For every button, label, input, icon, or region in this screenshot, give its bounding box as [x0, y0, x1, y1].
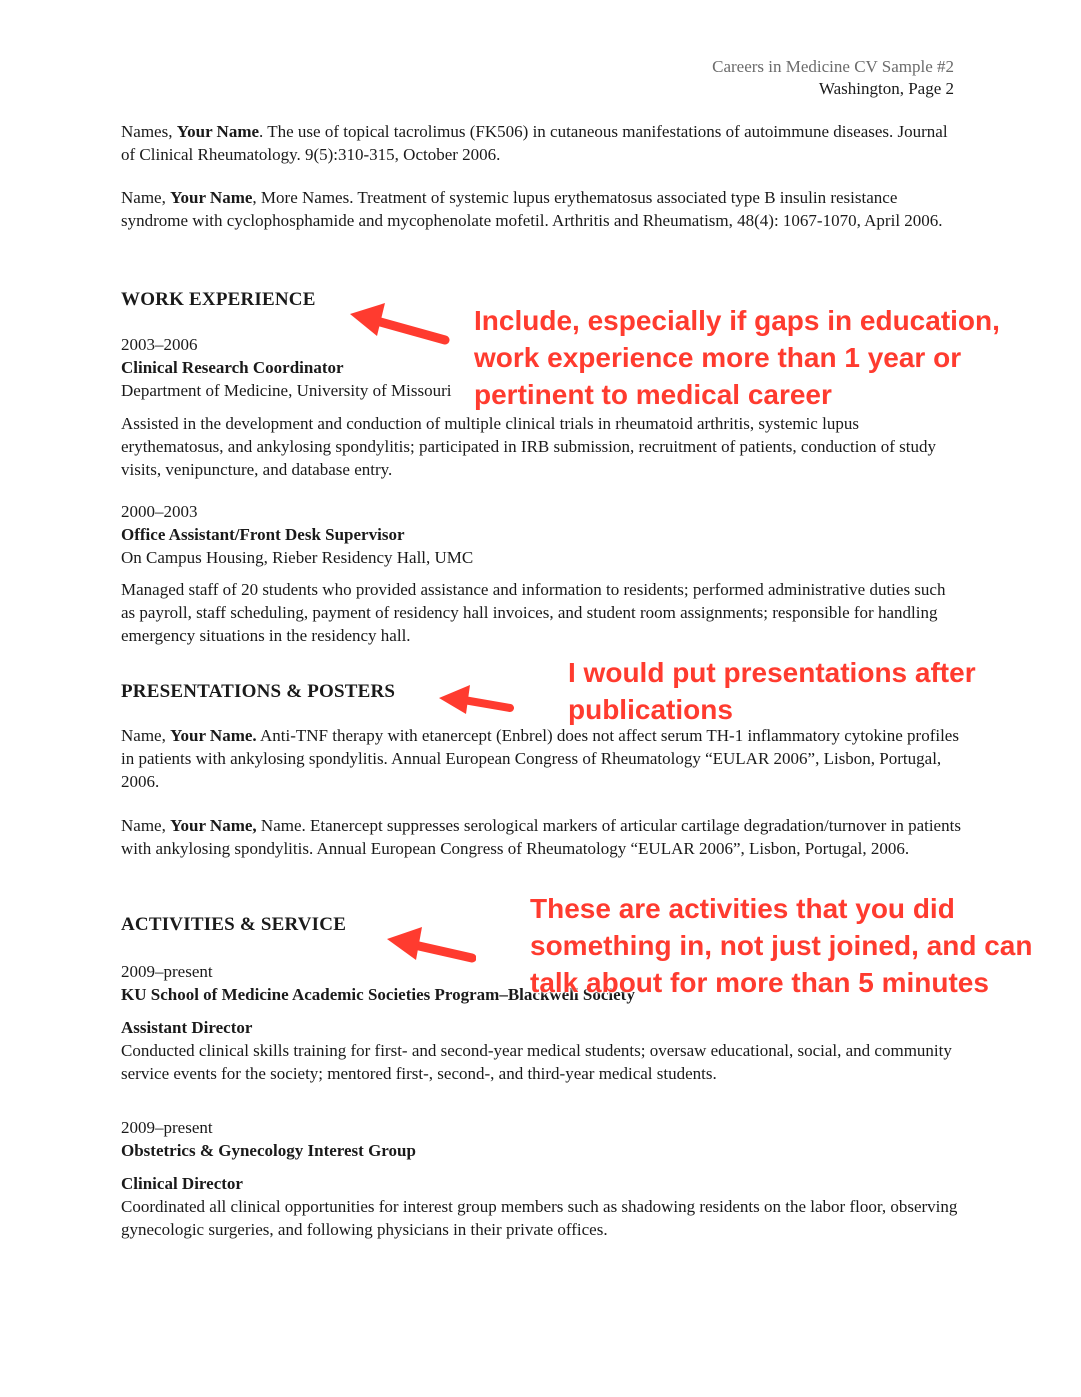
annotation-activities: These are activities that you did something in, not just joined, and can talk about for more than 5 minutes: [530, 893, 1033, 998]
activity-years: 2009–present: [121, 962, 213, 981]
page-header: [712, 56, 954, 100]
pub-citation: . The use of topical tacrolimus (FK506) in cutaneous manifestations of autoimmune diseases. Journal of Clinical Rheumatology. 9(5):310-315, October 2006.: [121, 122, 948, 164]
pres-citation: Anti-TNF therapy with etanercept (Enbrel) does not affect serum TH-1 inflammatory cytokine profiles in patients with ankylosing spondylitis. Annual European Congress of Rheumatology “EULAR 2006”, Lisbon, Portugal, 2006.: [121, 726, 959, 791]
section-heading-work: WORK EXPERIENCE: [121, 289, 316, 310]
presentation-entry: [121, 724, 961, 793]
pub-citation: , More Names. Treatment of systemic lupus erythematosus associated type B insulin resistance syndrome with cyclophosphamide and mycophenolate mofetil. Arthritis and Rheumatism, 48(4): 1067-1070, April 2006.: [121, 188, 943, 230]
activity-org: KU School of Medicine Academic Societies Program–Blackwell Society: [121, 985, 635, 1004]
job-years: 2003–2006: [121, 335, 198, 354]
job-org: On Campus Housing, Rieber Residency Hall, UMC: [121, 548, 474, 567]
activity-org: Obstetrics & Gynecology Interest Group: [121, 1141, 416, 1160]
section-heading-presentations: PRESENTATIONS & POSTERS: [121, 681, 396, 702]
arrow-icon: [384, 924, 476, 970]
header-title: Careers in Medicine CV Sample #2: [712, 57, 954, 76]
job-description: Managed staff of 20 students who provided assistance and information to residents; performed administrative duties such as payroll, staff scheduling, payment of residency hall invoices, and student room assignments; responsible for handling emergency situations in the residency hall.: [121, 580, 946, 645]
annotation-work: Include, especially if gaps in education, work experience more than 1 year or pertinent to medical career: [474, 305, 1000, 410]
pres-your-name: Your Name,: [170, 816, 257, 835]
arrow-icon: [345, 300, 450, 350]
arrow-icon: [436, 682, 516, 722]
publication-entry: [121, 186, 961, 232]
pub-your-name: Your Name: [176, 122, 260, 141]
activity-description: Conducted clinical skills training for first- and second-year medical students; oversaw educational, social, and community service events for the society; mentored first-, second-, and third-year medical students.: [121, 1041, 952, 1083]
pub-authors: Name,: [121, 188, 171, 207]
pres-authors: Name,: [121, 726, 171, 745]
pub-authors: Names,: [121, 122, 177, 141]
pres-authors: Name,: [121, 816, 171, 835]
job-org: Department of Medicine, University of Missouri: [121, 381, 452, 400]
activity-entry: [121, 1116, 961, 1241]
annotation-presentations: I would put presentations after publications: [568, 657, 976, 725]
presentation-entry: [121, 814, 961, 860]
job-description: Assisted in the development and conduction of multiple clinical trials in rheumatoid arthritis, systemic lupus erythematosus, and ankylosing spondylitis; participated in IRB submission, recruitment of patients, conduction of study visits, venipuncture, and database entry.: [121, 414, 936, 479]
header-page: Washington, Page 2: [818, 79, 954, 98]
pres-citation: Name. Etanercept suppresses serological markers of articular cartilage degradation/turnover in patients with ankylosing spondylitis. Annual European Congress of Rheumatology “EULAR 2006”, Lisbon, Portugal, 2006.: [121, 816, 961, 858]
activity-description: Coordinated all clinical opportunities for interest group members such as shadowing residents on the labor floor, observing gynecologic surgeries, and following physicians in their private offices.: [121, 1197, 958, 1239]
activity-role: Clinical Director: [121, 1174, 243, 1193]
job-entry: [121, 500, 961, 569]
job-title: Clinical Research Coordinator: [121, 358, 344, 377]
job-title: Office Assistant/Front Desk Supervisor: [121, 525, 405, 544]
activity-role: Assistant Director: [121, 1018, 253, 1037]
pub-your-name: Your Name: [170, 188, 253, 207]
publication-entry: [121, 120, 961, 166]
section-heading-activities: ACTIVITIES & SERVICE: [121, 914, 347, 935]
pres-your-name: Your Name.: [170, 726, 257, 745]
job-years: 2000–2003: [121, 502, 198, 521]
activity-years: 2009–present: [121, 1118, 213, 1137]
